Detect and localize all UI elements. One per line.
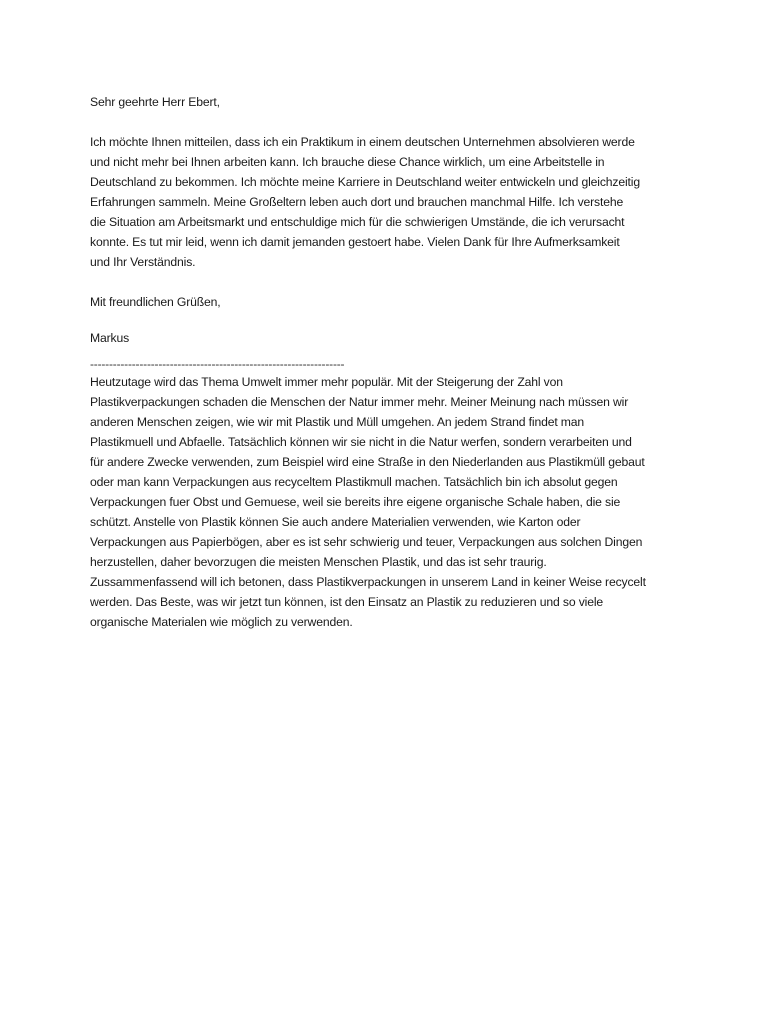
essay-line: Zussammenfassend will ich betonen, dass Plastikverpackungen in unserem Land in keiner Weise recycelt: [90, 575, 646, 589]
essay-line: organische Materialen wie möglich zu verwenden.: [90, 615, 353, 629]
essay-line: herzustellen, daher bevorzugen die meisten Menschen Plastik, und das ist sehr traurig.: [90, 555, 547, 569]
essay-line: oder man kann Verpackungen aus recyceltem Plastikmull machen. Tatsächlich bin ich absolut gegen: [90, 475, 618, 489]
essay-line: Plastikmuell und Abfaelle. Tatsächlich können wir sie nicht in die Natur werfen, sondern verarbeiten und: [90, 435, 632, 449]
letter-body-line: die Situation am Arbeitsmarkt und entschuldige mich für die schwierigen Umstände, die ich verursacht: [90, 215, 625, 229]
letter-greeting: Sehr geehrte Herr Ebert,: [90, 95, 220, 109]
letter-body-line: konnte. Es tut mir leid, wenn ich damit jemanden gestoert habe. Vielen Dank für Ihre Aufmerksamkeit: [90, 235, 620, 249]
letter-body-line: Deutschland zu bekommen. Ich möchte meine Karriere in Deutschland weiter entwickeln und gleichzeitig: [90, 175, 640, 189]
letter-body-line: und nicht mehr bei Ihnen arbeiten kann. Ich brauche diese Chance wirklich, um eine Arbeitstelle in: [90, 155, 605, 169]
essay-line: schützt. Anstelle von Plastik können Sie auch andere Materialien verwenden, wie Karton oder: [90, 515, 581, 529]
letter-body-line: Erfahrungen sammeln. Meine Großeltern leben auch dort und brauchen manchmal Hilfe. Ich verstehe: [90, 195, 624, 209]
letter-signature: Markus: [90, 331, 130, 345]
essay-line: Verpackungen aus Papierbögen, aber es ist sehr schwierig und teuer, Verpackungen aus solchen Dingen: [90, 535, 643, 549]
essay-line: für andere Zwecke verwenden, zum Beispiel wird eine Straße in den Niederlanden aus Plastikmüll gebaut: [90, 455, 645, 469]
letter-body: [90, 132, 690, 272]
document-page: [90, 92, 690, 632]
section-divider: -------------------------------------------------------------------: [90, 357, 345, 371]
essay-line: Verpackungen fuer Obst und Gemuese, weil sie bereits ihre eigene organische Schale haben, die sie: [90, 495, 621, 509]
essay-line: Plastikverpackungen schaden die Menschen der Natur immer mehr. Meiner Meinung nach müssen wir: [90, 395, 629, 409]
letter-closing: Mit freundlichen Grüßen,: [90, 295, 221, 309]
letter-body-line: und Ihr Verständnis.: [90, 255, 196, 269]
essay-line: Heutzutage wird das Thema Umwelt immer mehr populär. Mit der Steigerung der Zahl von: [90, 375, 563, 389]
essay-line: anderen Menschen zeigen, wie wir mit Plastik und Müll umgehen. An jedem Strand findet man: [90, 415, 585, 429]
essay-body: [90, 372, 690, 632]
letter-body-line: Ich möchte Ihnen mitteilen, dass ich ein Praktikum in einem deutschen Unternehmen absolvieren werde: [90, 135, 635, 149]
essay-line: werden. Das Beste, was wir jetzt tun können, ist den Einsatz an Plastik zu reduzieren und so viele: [90, 595, 604, 609]
